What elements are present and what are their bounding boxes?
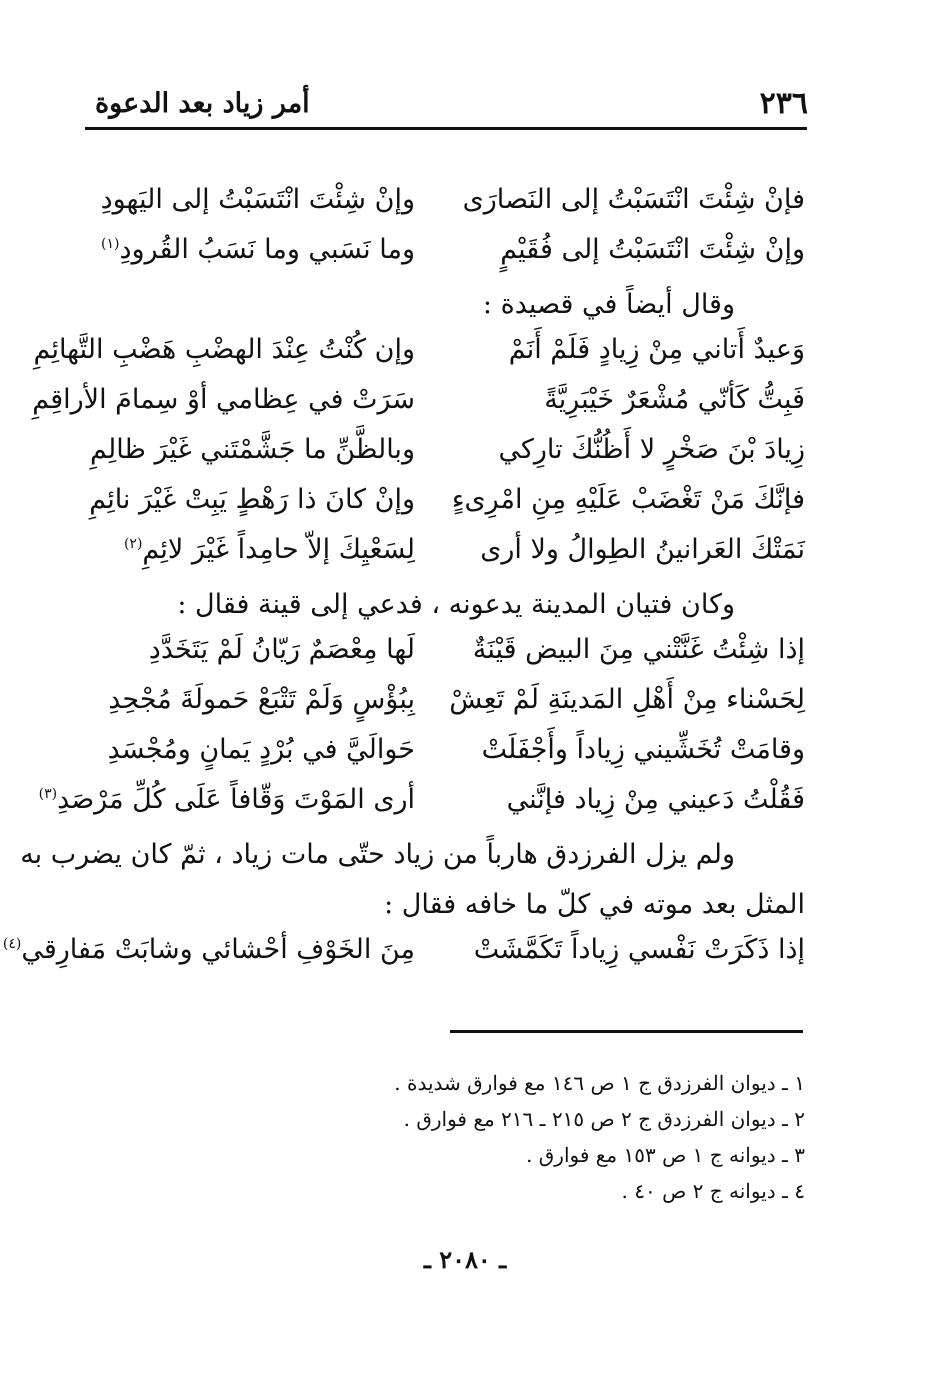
footnote-item: ٢ ـ ديوان الفرزدق ج ٢ ص ٢١٥ ـ ٢١٦ مع فوارق .: [403, 1107, 805, 1131]
verse-second-hemistich: مِنَ الخَوْفِ أحْشائي وشابَتْ مَفارِقي$^{(٤)}$: [2, 934, 415, 965]
verse-line: [95, 680, 805, 730]
verse-first-hemistich: وَعيدٌ أَتاني مِنْ زِيادٍ فَلَمْ أَنَمْ: [508, 334, 805, 365]
verse-first-hemistich: زِيادَ بْنَ صَخْرٍ لا أَظُنُّكَ تارِكي: [498, 434, 805, 465]
verse-first-hemistich: فَبِتُّ كَأنّي مُشْعَرٌ خَيْبَرِيَّةً: [544, 384, 805, 415]
intro-line: وقال أيضاً في قصيدة :: [482, 289, 735, 320]
verse-second-hemistich: بِبُؤْسٍ وَلَمْ تَتْبَعْ حَمولَةَ مُجْحِدِ: [108, 684, 415, 715]
verse-line: [95, 630, 805, 680]
footnotes: [205, 1065, 805, 1209]
verse-first-hemistich: فإنْ شِئْتَ انْتَسَبْتُ إلى النَصارَى: [462, 184, 805, 215]
verse-second-hemistich: وإنْ كانَ ذا رَهْطٍ يَبِتْ غَيْرَ نائِمِ: [89, 484, 415, 515]
verse-line: [90, 430, 805, 480]
footnote-marker: (٤): [2, 936, 22, 952]
verse-first-hemistich: إذا ذَكَرَتْ نَفْسي زِياداً تَكَمَّشَتْ: [473, 934, 805, 965]
footnote-marker: (٢): [123, 536, 143, 552]
verse-line: [38, 780, 805, 830]
footnote-marker: (٣): [38, 786, 58, 802]
verse-first-hemistich: وقامَتْ تُخَشِّيني زِياداً وأَجْفَلَتْ: [481, 734, 805, 765]
verse-second-hemistich: حَوالَيَّ في بُرْدٍ يَمانٍ ومُجْسَدِ: [107, 734, 415, 765]
prose-paragraph-line: ولم يزل الفرزدق هارباً من زياد حتّى مات زياد ، ثمّ كان يضرب به: [20, 839, 735, 870]
page-header: [85, 82, 810, 126]
verse-line: [95, 730, 805, 780]
main-text: [2, 180, 805, 980]
verse-line: [95, 230, 805, 280]
verse-line: [33, 330, 805, 380]
verse-second-hemistich: لِسَعْيِكَ إلاّ حامِداً غَيْرَ لائِمِ$^{(٢)}$: [123, 534, 415, 565]
verse-first-hemistich: لِحَسْناء مِنْ أَهْلِ المَدينَةِ لَمْ تَعِشْ: [449, 684, 805, 715]
verse-line: [32, 380, 805, 430]
prose-paragraph-line: المثل بعد موته في كلّ ما خافه فقال :: [384, 889, 805, 920]
verse-first-hemistich: إذا شِئْتُ غَنَّتْني مِنَ البيض قَيْنَةٌ: [472, 634, 805, 665]
footnote-rule: [450, 1030, 803, 1033]
verse-second-hemistich: لَها مِعْصَمٌ رَيّانُ لَمْ يَتَخَدَّدِ: [148, 634, 415, 665]
printed-page-number: ـ ٢٠٨٠ ـ: [423, 1245, 507, 1274]
running-title: أمر زياد بعد الدعوة: [95, 88, 310, 119]
verse-line: [2, 930, 805, 980]
verse-line: [95, 180, 805, 230]
verse-second-hemistich: وما نَسَبي وما نَسَبُ القُرودِ$^{(١)}$: [101, 234, 415, 265]
footnote-marker: (١): [101, 236, 120, 252]
footnote-item: ١ ـ ديوان الفرزدق ج ١ ص ١٤٦ مع فوارق شديدة .: [394, 1071, 805, 1095]
verse-second-hemistich: وبالظَّنِّ ما جَشَّمْتَني غَيْرَ ظالِمِ: [90, 434, 415, 465]
verse-line: [89, 480, 805, 530]
verse-line: [95, 530, 805, 580]
verse-first-hemistich: وإنْ شِئْتَ انْتَسَبْتُ إلى فُقَيْمٍ: [500, 234, 805, 265]
footnote-item: ٤ ـ ديوانه ج ٢ ص ٤٠ .: [621, 1179, 805, 1203]
footnote-item: ٣ ـ ديوانه ج ١ ص ١٥٣ مع فوارق .: [526, 1143, 805, 1167]
page-number: ٢٣٦: [759, 86, 808, 121]
intro-line: وكان فتيان المدينة يدعونه ، فدعي إلى قينة فقال :: [177, 589, 735, 620]
verse-first-hemistich: نَمَتْكَ العَرانينُ الطِوالُ ولا أرى: [480, 534, 805, 565]
verse-first-hemistich: فَقُلْتُ دَعيني مِنْ زِياد فإنَّني: [506, 784, 805, 815]
verse-second-hemistich: وإن كُنْتُ عِنْدَ الهضْبِ هَضْبِ التَّهائِمِ: [33, 334, 415, 365]
verse-second-hemistich: وإنْ شِئْتَ انْتَسَبْتُ إلى اليَهودِ: [100, 184, 415, 215]
verse-second-hemistich: أرى المَوْتَ وَقّافاً عَلَى كُلِّ مَرْصَدِ$^{(٣)}$: [38, 784, 415, 815]
verse-second-hemistich: سَرَتْ في عِظامي أوْ سِمامَ الأراقِمِ: [32, 384, 415, 415]
header-rule: [85, 127, 807, 130]
verse-first-hemistich: فإنَّكَ مَنْ تَغْضَبْ عَلَيْهِ مِنِ امْرِىءٍ: [451, 484, 805, 515]
